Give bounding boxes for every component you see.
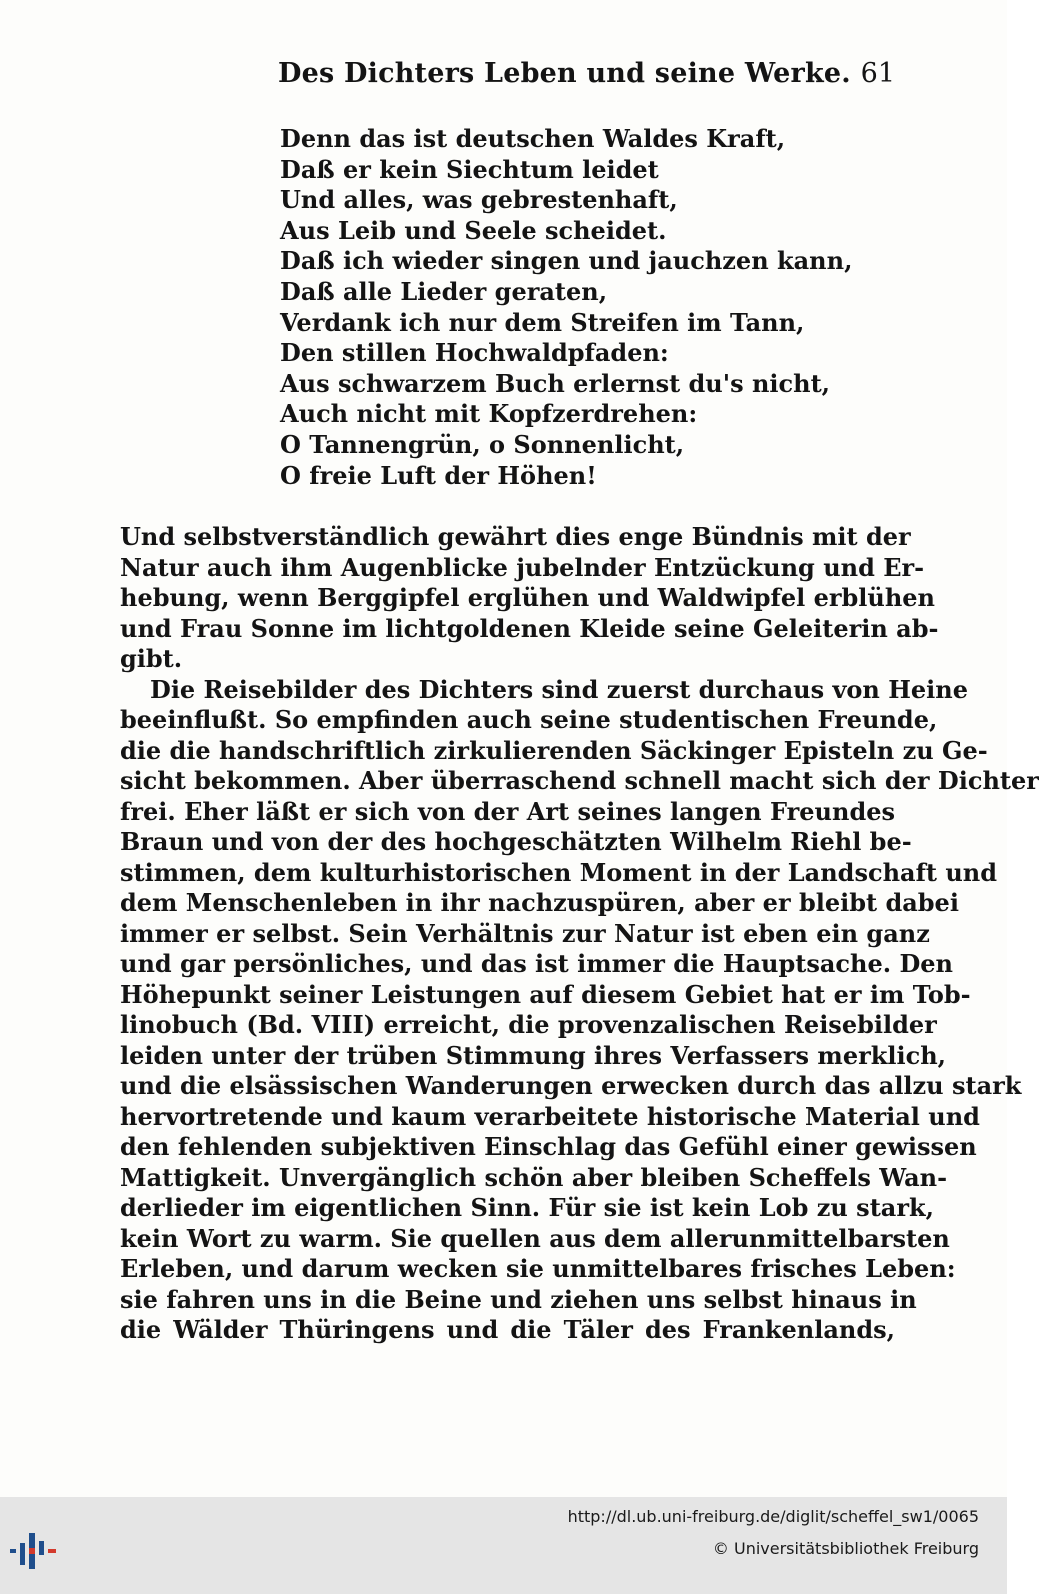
paragraph-1 (120, 522, 939, 675)
text-line: Höhepunkt seiner Leistungen auf diesem Gebiet hat er im Tob- (120, 979, 971, 1009)
text-line: frei. Eher läßt er sich von der Art seines langen Freundes (120, 796, 895, 826)
poem-line: O Tannengrün, o Sonnenlicht, (280, 429, 685, 459)
poem-line: Daß alle Lieder geraten, (280, 276, 608, 306)
text-line: derlieder im eigentlichen Sinn. Für sie ist kein Lob zu stark, (120, 1193, 934, 1222)
text-line: beeinflußt. So empfinden auch seine studentischen Freunde, (120, 705, 938, 734)
viewer-footer (0, 1497, 1007, 1594)
text-line: hervortretende und kaum verarbeitete historische Material und (120, 1101, 980, 1131)
ub-freiburg-logo-icon (10, 1531, 64, 1571)
poem-stanza (280, 124, 880, 491)
text-line: Braun und von der des hochgeschätzten Wilhelm Riehl be- (120, 827, 912, 856)
running-title: Des Dichters Leben und seine Werke. (278, 58, 851, 89)
text-line: und die elsässischen Wanderungen erwecken durch das allzu stark (120, 1071, 1022, 1100)
poem-line: Aus Leib und Seele scheidet. (280, 215, 667, 245)
text-line: sie fahren uns in die Beine und ziehen uns selbst hinaus in (120, 1284, 917, 1314)
running-head (120, 58, 895, 98)
poem-line: Denn das ist deutschen Waldes Kraft, (280, 124, 786, 153)
text-line: und Frau Sonne im lichtgoldenen Kleide seine Geleiterin ab- (120, 613, 939, 643)
text-line: dem Menschenleben in ihr nachzuspüren, aber er bleibt dabei (120, 888, 959, 917)
poem-line: Aus schwarzem Buch erlernst du's nicht, (280, 368, 831, 398)
text-line: gibt. (120, 644, 183, 673)
poem-line: Den stillen Hochwaldpfaden: (280, 338, 669, 368)
text-line: Mattigkeit. Unvergänglich schön aber bleiben Scheffels Wan- (120, 1162, 948, 1192)
text-line: Natur auch ihm Augenblicke jubelnder Entzückung und Er- (120, 552, 925, 582)
paragraph-2 (120, 674, 1039, 1346)
text-line: den fehlenden subjektiven Einschlag das Gefühl einer gewissen (120, 1132, 977, 1161)
text-line: hebung, wenn Berggipfel erglühen und Waldwipfel erblühen (120, 583, 935, 612)
source-url[interactable]: http://dl.ub.uni-freiburg.de/diglit/scheffel_sw1/0065 (567, 1507, 979, 1526)
text-line: immer er selbst. Sein Verhältnis zur Natur ist eben ein ganz (120, 918, 930, 948)
page-number: 61 (860, 58, 895, 89)
text-line: Erleben, und darum wecken sie unmittelbares frisches Leben: (120, 1254, 956, 1283)
body-text (120, 522, 1039, 1346)
poem-line: Daß er kein Siechtum leidet (280, 154, 659, 184)
text-line: kein Wort zu warm. Sie quellen aus dem allerunmittelbarsten (120, 1223, 950, 1253)
text-line: leiden unter der trüben Stimmung ihres Verfassers merklich, (120, 1040, 947, 1070)
copyright-notice: © Universitätsbibliothek Freiburg (712, 1539, 979, 1558)
text-line: die die handschriftlich zirkulierenden Säckinger Episteln zu Ge- (120, 735, 988, 765)
text-line: linobuch (Bd. VIII) erreicht, die provenzalischen Reisebilder (120, 1010, 937, 1039)
text-line: und gar persönliches, und das ist immer die Hauptsache. Den (120, 949, 954, 978)
poem-line: Und alles, was gebrestenhaft, (280, 185, 678, 215)
text-line: die Wälder Thüringens und die Täler des Frankenlands, (120, 1315, 895, 1344)
poem-line: Verdank ich nur dem Streifen im Tann, (280, 307, 805, 337)
poem-line: O freie Luft der Höhen! (280, 460, 597, 490)
text-line: stimmen, dem kulturhistorischen Moment in der Landschaft und (120, 857, 998, 887)
text-line: Und selbstverständlich gewährt dies enge Bündnis mit der (120, 522, 911, 551)
poem-line: Auch nicht mit Kopfzerdrehen: (280, 399, 698, 429)
text-line: Die Reisebilder des Dichters sind zuerst durchaus von Heine (150, 674, 969, 704)
poem-line: Daß ich wieder singen und jauchzen kann, (280, 246, 853, 276)
text-line: sicht bekommen. Aber überraschend schnell macht sich der Dichter (120, 766, 1039, 795)
